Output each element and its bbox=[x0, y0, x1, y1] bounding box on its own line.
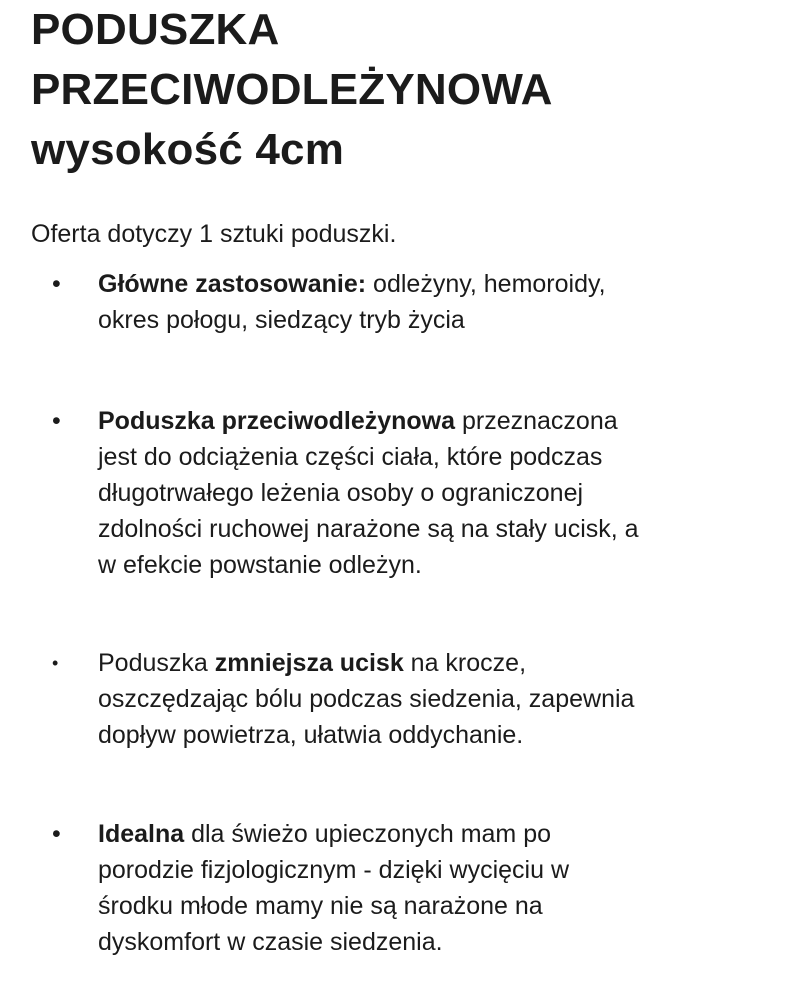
list-item-line: jest do odciążenia części ciała, które podczas bbox=[98, 443, 603, 471]
list-item-text bbox=[98, 645, 778, 753]
list-item-line: porodzie fizjologicznym - dzięki wycięciu w bbox=[98, 856, 569, 884]
list-item-line: dopływ powietrza, ułatwia oddychanie. bbox=[98, 721, 524, 749]
list-item-line bbox=[98, 403, 778, 439]
list-item-line bbox=[98, 266, 778, 302]
list-item-text bbox=[98, 266, 778, 338]
list-item-line: zdolności ruchowej narażone są na stały ucisk, a bbox=[98, 515, 639, 543]
offer-note: Oferta dotyczy 1 sztuki poduszki. bbox=[31, 220, 397, 248]
list-item-emphasis: Poduszka przeciwodleżynowa bbox=[98, 407, 456, 435]
bullet-marker: • bbox=[52, 820, 61, 848]
list-item-emphasis: zmniejsza ucisk bbox=[214, 649, 404, 677]
list-item-text-run: odleżyny, hemoroidy, bbox=[366, 270, 606, 298]
list-item-line: okres połogu, siedzący tryb życia bbox=[98, 306, 465, 334]
list-item-text-run: na krocze, bbox=[403, 649, 527, 677]
list-item-line: środku młode mamy nie są narażone na bbox=[98, 892, 543, 920]
list-item-line: długotrwałego leżenia osoby o ograniczonej bbox=[98, 479, 584, 507]
bullet-marker: • bbox=[52, 407, 61, 435]
list-item-text-run: przeznaczona bbox=[455, 407, 618, 435]
list-item-line: w efekcie powstanie odleżyn. bbox=[98, 551, 422, 579]
list-item-emphasis: Idealna bbox=[98, 820, 185, 848]
title-line-1: PODUSZKA bbox=[31, 5, 280, 54]
list-item-text-run: Poduszka bbox=[98, 649, 215, 677]
list-item-line bbox=[98, 645, 778, 681]
list-item-line: oszczędzając bólu podczas siedzenia, zapewnia bbox=[98, 685, 635, 713]
bullet-marker: • bbox=[52, 653, 59, 673]
list-item-line: dyskomfort w czasie siedzenia. bbox=[98, 928, 443, 956]
list-item-text bbox=[98, 816, 778, 960]
bullet-marker: • bbox=[52, 270, 61, 298]
title-line-2: PRZECIWODLEŻYNOWA bbox=[31, 65, 553, 114]
list-item-emphasis: Główne zastosowanie: bbox=[98, 270, 367, 298]
list-item-line bbox=[98, 816, 778, 852]
title-line-3: wysokość 4cm bbox=[31, 125, 345, 174]
list-item-text-run: dla świeżo upieczonych mam po bbox=[184, 820, 552, 848]
page-title bbox=[31, 0, 771, 180]
list-item-text bbox=[98, 403, 778, 583]
